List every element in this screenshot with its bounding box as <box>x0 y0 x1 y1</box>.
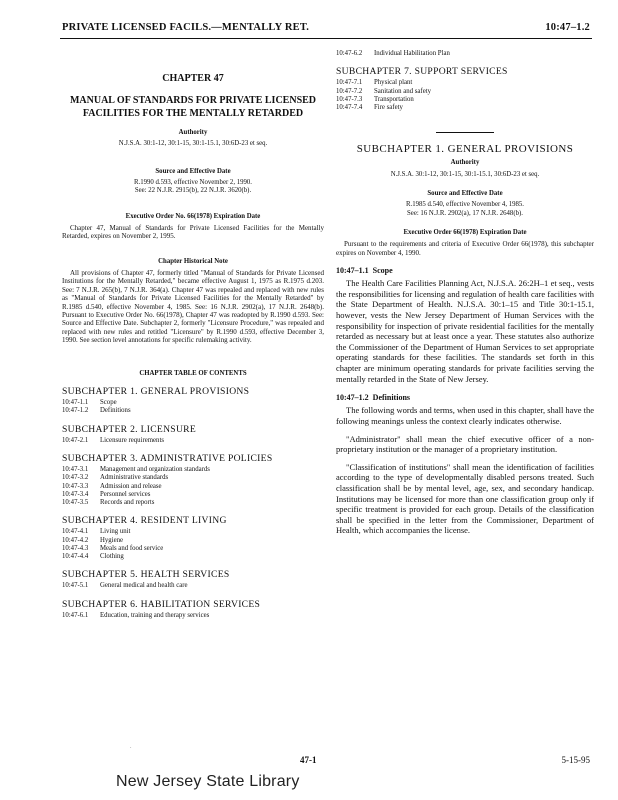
running-header-section: 10:47–1.2 <box>545 22 590 33</box>
sub1-eo-heading: Executive Order 66(1978) Expiration Date <box>403 229 527 237</box>
toc-entry-number: 10:47-2.1 <box>62 436 89 444</box>
toc-entry-number: 10:47-7.4 <box>336 104 363 112</box>
toc-entry <box>62 466 324 474</box>
toc-entry-label: Administrative standards <box>100 474 169 482</box>
toc-entry <box>62 545 324 553</box>
definition-classification: "Classification of institutions" shall mean the identification of facilities according to the type of developmentally disabled persons treated. Such classification shall be by mental level, age, sex, and secondary handicap. Institutions may be licensed for more than one classification group only if specific treatment is provided for each group. Details of the classification shall be specified in the letter from the Commissioner, Department of Health, which accompanies the license. <box>336 461 594 536</box>
toc-entry-number: 10:47-4.3 <box>62 544 89 552</box>
toc-entry <box>62 399 324 407</box>
toc-entry-number: 10:47-6.1 <box>62 611 89 619</box>
toc-entry-label: Personnel services <box>100 490 151 498</box>
scope-title: Scope <box>372 266 393 276</box>
table-of-contents <box>62 387 324 620</box>
toc-entry-number: 10:47-7.2 <box>336 87 363 95</box>
toc-entry-label: Admission and release <box>100 482 162 490</box>
toc-entry-number: 10:47-4.2 <box>62 536 89 544</box>
scope-heading <box>336 266 594 275</box>
toc-entry-label: Records and reports <box>100 498 155 506</box>
toc-entry <box>336 104 594 112</box>
toc-entry <box>62 407 324 415</box>
toc-entry-label: Clothing <box>100 552 124 560</box>
toc-entry-label: Living unit <box>100 528 131 536</box>
toc-entry-label: Physical plant <box>374 79 413 87</box>
source-heading: Source and Effective Date <box>155 167 231 175</box>
section-divider <box>436 132 494 133</box>
toc-entry-number: 10:47-4.4 <box>62 552 89 560</box>
source-line-2: See: 22 N.J.R. 2915(b), 22 N.J.R. 3620(b). <box>134 187 252 195</box>
right-column <box>336 50 594 536</box>
toc-entry-number: 10:47-3.5 <box>62 498 89 506</box>
toc-entry <box>62 483 324 491</box>
toc-entry-number: 10:47-3.1 <box>62 466 89 474</box>
toc-entry-label: Transportation <box>374 95 414 103</box>
scope-number: 10:47–1.1 <box>336 266 369 276</box>
toc-heading: CHAPTER TABLE OF CONTENTS <box>139 369 247 377</box>
toc-entry-label: Fire safety <box>374 104 403 112</box>
authority-heading: Authority <box>178 129 208 137</box>
toc-entry <box>336 50 594 58</box>
eo-text: Chapter 47, Manual of Standards for Private Licensed Facilities for the Mentally Retarded, expires on November 2, 1995. <box>62 224 324 241</box>
toc-entry-label: Scope <box>100 399 117 407</box>
toc-entry-label: Management and organization standards <box>100 466 210 474</box>
toc-entry <box>336 79 594 87</box>
running-header-title: PRIVATE LICENSED FACILS.—MENTALLY RET. <box>62 22 310 33</box>
toc-entry <box>62 537 324 545</box>
library-stamp: New Jersey State Library <box>116 773 300 790</box>
toc-entry-label: Meals and food service <box>100 544 164 552</box>
header-rule <box>60 38 592 39</box>
scope-text: The Health Care Facilities Planning Act, N.J.S.A. 26:2H–1 et seq., vests the responsibilities for licensing and regulation of health care facilities with the State Department of Health. N.J.S.A. 30:1–15 and Title 30:1-15.1, however, vests the New Jersey Department of Human Services with the responsibility for inspection of private residential facilities for the mentally retarded as necessary but at least once a year. These statutes also authorize the Commissioner of the Department of Human Services to set appropriate operating standards for these facilities. The standards set forth in this chapter are minimum operating standards for private facilities serving the mentally retarded in the State of New Jersey. <box>336 278 594 384</box>
toc-entry-label: Sanitation and safety <box>374 87 432 95</box>
table-of-contents-continued <box>336 50 594 112</box>
sub1-eo-text: Pursuant to the requirements and criteria of Executive Order 66(1978), this subchapter expires on November 4, 1990. <box>336 240 594 257</box>
toc-entry-number: 10:47-3.3 <box>62 482 89 490</box>
toc-subchapter-title: SUBCHAPTER 1. GENERAL PROVISIONS <box>62 385 250 397</box>
toc-entry-number: 10:47-6.2 <box>336 50 363 57</box>
toc-subchapter-title: SUBCHAPTER 4. RESIDENT LIVING <box>62 515 227 527</box>
toc-entry-label: General medical and health care <box>100 582 188 590</box>
definitions-heading <box>336 393 594 402</box>
toc-entry <box>62 474 324 482</box>
toc-entry-label: Individual Habilitation Plan <box>374 50 450 57</box>
toc-entry <box>62 553 324 561</box>
sub1-source-heading: Source and Effective Date <box>427 190 503 198</box>
toc-entry-number: 10:47-5.1 <box>62 582 89 590</box>
toc-subchapter-title: SUBCHAPTER 2. LICENSURE <box>62 423 197 435</box>
chapter-title: MANUAL OF STANDARDS FOR PRIVATE LICENSED FACILITIES FOR THE MENTALLY RETARDED <box>69 95 317 119</box>
definitions-title: Definitions <box>372 393 411 403</box>
sub1-authority-text: N.J.S.A. 30:1-12, 30:1-15, 30:1-15.1, 30:6D-23 et seq. <box>390 170 540 178</box>
toc-entry <box>62 528 324 536</box>
running-header <box>62 22 590 38</box>
toc-entry <box>62 437 324 445</box>
chapter-number: CHAPTER 47 <box>162 73 224 84</box>
subchapter-1-title: SUBCHAPTER 1. GENERAL PROVISIONS <box>356 143 574 156</box>
toc-subchapter-title: SUBCHAPTER 5. HEALTH SERVICES <box>62 569 230 581</box>
toc-entry <box>62 491 324 499</box>
definitions-intro: The following words and terms, when used in this chapter, shall have the following meanings unless the context clearly indicates otherwise. <box>336 405 594 426</box>
toc-entry <box>62 582 324 590</box>
history-heading: Chapter Historical Note <box>158 257 228 265</box>
toc-entry-number: 10:47-3.2 <box>62 474 89 482</box>
toc-entry-number: 10:47-1.2 <box>62 407 89 415</box>
sub1-source-line-2: See: 16 N.J.R. 2902(a), 17 N.J.R. 2648(b). <box>407 209 523 217</box>
source-line-1: R.1990 d.593, effective November 2, 1990. <box>133 179 253 187</box>
page-number: 47-1 <box>300 755 317 765</box>
toc-entry-label: Licensure requirements <box>100 436 164 444</box>
toc-entry-number: 10:47-7.3 <box>336 95 363 103</box>
sub1-authority-heading: Authority <box>450 159 480 167</box>
toc-entry-label: Hygiene <box>100 536 124 544</box>
definitions-number: 10:47–1.2 <box>336 393 369 403</box>
eo-heading: Executive Order No. 66(1978) Expiration Date <box>125 212 261 220</box>
toc-subchapter-title: SUBCHAPTER 7. SUPPORT SERVICES <box>336 66 508 78</box>
history-text: All provisions of Chapter 47, formerly titled "Manual of Standards for Private Licensed Institutions for the Mentally Retarded," became effective August 1, 1975 as R.1975 d.203. See: 7 N.J.R. 265(b), 7 N.J.R. 364(a). Chapter 47 was repealed and replaced with new rules as "Manual of Standards for Private Licensed Facilities for the Mentally Retarded" by R.1985 d.540, effective November 4, 1985. See: 16 N.J.R. 2902(a), 17 N.J.R. 2648(b). Pursuant to Executive Order No. 66(1978), Chapter 47 was readopted by R.1990 d.593. See: Source and Effective Date. Subchapter 2, formerly "Licensure Procedure," was repealed and replaced with new rules and retitled "Licensure" by R.1990 d.593, effective December 3, 1990. See section level annotations for specific rulemaking activity. <box>62 269 324 345</box>
toc-entry-number: 10:47-7.1 <box>336 79 363 87</box>
authority-text: N.J.S.A. 30:1-12, 30:1-15, 30:1-15.1, 30:6D-23 et seq. <box>118 140 268 148</box>
toc-entry-number: 10:47-1.1 <box>62 399 89 407</box>
toc-entry <box>336 96 594 104</box>
toc-entry-label: Definitions <box>100 407 131 415</box>
toc-entry <box>62 499 324 507</box>
left-column <box>62 50 324 620</box>
sub1-source-line-1: R.1985 d.540, effective November 4, 1985. <box>405 201 525 209</box>
definition-administrator: "Administrator" shall mean the chief executive officer of a non-proprietary institution or the manager of a proprietary institution. <box>336 433 594 455</box>
toc-subchapter-title: SUBCHAPTER 6. HABILITATION SERVICES <box>62 598 261 610</box>
toc-entry-label: Education, training and therapy services <box>100 611 210 619</box>
toc-entry-number: 10:47-4.1 <box>62 528 89 536</box>
page-date: 5-15-95 <box>561 755 590 765</box>
toc-entry <box>336 88 594 96</box>
toc-subchapter-title: SUBCHAPTER 3. ADMINISTRATIVE POLICIES <box>62 452 273 464</box>
toc-entry <box>62 612 324 620</box>
toc-entry-number: 10:47-3.4 <box>62 490 89 498</box>
scan-mark: . <box>130 744 132 750</box>
